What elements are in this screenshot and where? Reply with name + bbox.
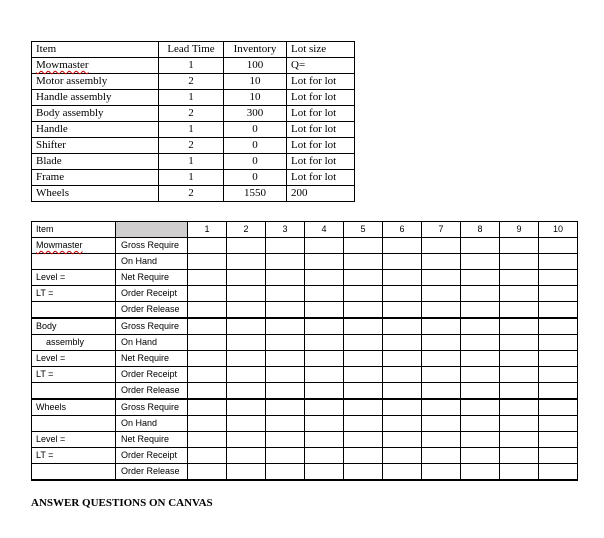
cell-lot-size: Lot for lot (287, 90, 355, 106)
period-header: 8 (461, 222, 500, 238)
period-input-cell[interactable] (305, 367, 344, 383)
period-input-cell[interactable] (539, 238, 578, 254)
grid-row (32, 270, 578, 286)
period-header: 2 (227, 222, 266, 238)
cell-lead-time: 2 (159, 74, 224, 90)
cell-item: Motor assembly (32, 74, 159, 90)
period-input-cell[interactable] (266, 432, 305, 448)
period-input-cell[interactable] (344, 238, 383, 254)
cell-lot-size: Lot for lot (287, 138, 355, 154)
period-input-cell[interactable] (500, 270, 539, 286)
period-header: 10 (539, 222, 578, 238)
cell-lot-size: 200 (287, 186, 355, 202)
table-row (32, 106, 355, 122)
period-input-cell[interactable] (422, 351, 461, 367)
cell-inventory: 0 (224, 138, 287, 154)
period-input-cell[interactable] (305, 254, 344, 270)
footer-instruction: ANSWER QUESTIONS ON CANVAS (31, 497, 213, 509)
row-label: Order Release (116, 464, 188, 481)
period-input-cell[interactable] (227, 416, 266, 432)
period-input-cell[interactable] (500, 318, 539, 335)
header-item: Item (32, 42, 159, 58)
cell-lead-time: 1 (159, 122, 224, 138)
cell-inventory: 0 (224, 154, 287, 170)
period-input-cell[interactable] (383, 416, 422, 432)
period-input-cell[interactable] (266, 238, 305, 254)
period-input-cell[interactable] (344, 270, 383, 286)
period-input-cell[interactable] (305, 432, 344, 448)
period-input-cell[interactable] (305, 302, 344, 319)
table-row (32, 170, 355, 186)
period-input-cell[interactable] (383, 238, 422, 254)
cell-lead-time: 2 (159, 138, 224, 154)
item-level-cell: Level = (32, 432, 116, 448)
period-input-cell[interactable] (344, 383, 383, 400)
period-header: 6 (383, 222, 422, 238)
period-header: 9 (500, 222, 539, 238)
period-input-cell[interactable] (188, 335, 227, 351)
cell-inventory: 1550 (224, 186, 287, 202)
item-empty-cell (32, 383, 116, 400)
period-input-cell[interactable] (266, 464, 305, 481)
period-input-cell[interactable] (305, 286, 344, 302)
period-input-cell[interactable] (539, 464, 578, 481)
mrp-grid (31, 221, 578, 481)
period-input-cell[interactable] (461, 318, 500, 335)
top-table-header-row (32, 42, 355, 58)
period-input-cell[interactable] (266, 254, 305, 270)
period-input-cell[interactable] (227, 270, 266, 286)
grid-row (32, 432, 578, 448)
row-label: Order Receipt (116, 367, 188, 383)
period-header: 5 (344, 222, 383, 238)
table-row (32, 90, 355, 106)
period-input-cell[interactable] (422, 383, 461, 400)
period-input-cell[interactable] (227, 286, 266, 302)
period-input-cell[interactable] (461, 383, 500, 400)
period-input-cell[interactable] (461, 335, 500, 351)
item-lt-cell: LT = (32, 286, 116, 302)
item-lt-cell: LT = (32, 448, 116, 464)
period-input-cell[interactable] (266, 367, 305, 383)
cell-inventory: 10 (224, 90, 287, 106)
period-input-cell[interactable] (188, 399, 227, 416)
row-label: Order Receipt (116, 448, 188, 464)
period-input-cell[interactable] (188, 318, 227, 335)
row-label: Order Release (116, 383, 188, 400)
period-input-cell[interactable] (422, 464, 461, 481)
period-input-cell[interactable] (422, 399, 461, 416)
item-name-cell: Wheels (32, 399, 116, 416)
period-input-cell[interactable] (305, 416, 344, 432)
period-input-cell[interactable] (227, 464, 266, 481)
item-name2-cell (32, 254, 116, 270)
table-row (32, 138, 355, 154)
period-input-cell[interactable] (188, 270, 227, 286)
cell-inventory: 100 (224, 58, 287, 74)
grid-row (32, 416, 578, 432)
period-input-cell[interactable] (539, 254, 578, 270)
period-input-cell[interactable] (422, 238, 461, 254)
period-input-cell[interactable] (539, 399, 578, 416)
period-input-cell[interactable] (383, 270, 422, 286)
period-input-cell[interactable] (344, 448, 383, 464)
period-input-cell[interactable] (539, 448, 578, 464)
period-input-cell[interactable] (383, 399, 422, 416)
period-input-cell[interactable] (227, 238, 266, 254)
cell-lead-time: 1 (159, 170, 224, 186)
period-input-cell[interactable] (227, 318, 266, 335)
period-input-cell[interactable] (461, 464, 500, 481)
period-input-cell[interactable] (500, 286, 539, 302)
period-input-cell[interactable] (422, 416, 461, 432)
period-input-cell[interactable] (227, 335, 266, 351)
period-input-cell[interactable] (383, 254, 422, 270)
period-input-cell[interactable] (305, 238, 344, 254)
period-input-cell[interactable] (539, 416, 578, 432)
period-input-cell[interactable] (539, 335, 578, 351)
period-input-cell[interactable] (422, 367, 461, 383)
period-input-cell[interactable] (188, 351, 227, 367)
table-row (32, 74, 355, 90)
row-label: Gross Require (116, 238, 188, 254)
period-input-cell[interactable] (500, 464, 539, 481)
cell-inventory: 0 (224, 170, 287, 186)
grid-header-item: Item (32, 222, 116, 238)
period-input-cell[interactable] (227, 383, 266, 400)
period-input-cell[interactable] (266, 383, 305, 400)
period-input-cell[interactable] (539, 432, 578, 448)
period-input-cell[interactable] (266, 416, 305, 432)
item-master-table (31, 41, 355, 202)
table-row (32, 122, 355, 138)
period-input-cell[interactable] (227, 448, 266, 464)
period-input-cell[interactable] (266, 270, 305, 286)
item-name-text: Mowmaster (36, 59, 89, 71)
cell-item: Blade (32, 154, 159, 170)
period-input-cell[interactable] (188, 432, 227, 448)
period-input-cell[interactable] (383, 367, 422, 383)
grid-row (32, 383, 578, 400)
period-input-cell[interactable] (539, 351, 578, 367)
cell-inventory: 300 (224, 106, 287, 122)
period-header: 7 (422, 222, 461, 238)
item-name-cell (32, 238, 116, 254)
period-input-cell[interactable] (227, 254, 266, 270)
period-input-cell[interactable] (305, 335, 344, 351)
grid-row (32, 302, 578, 319)
grid-row (32, 238, 578, 254)
period-input-cell[interactable] (500, 238, 539, 254)
period-input-cell[interactable] (500, 432, 539, 448)
period-header: 3 (266, 222, 305, 238)
period-input-cell[interactable] (227, 367, 266, 383)
item-level-cell: Level = (32, 351, 116, 367)
period-input-cell[interactable] (188, 448, 227, 464)
period-input-cell[interactable] (266, 399, 305, 416)
cell-lead-time: 2 (159, 106, 224, 122)
grid-row (32, 399, 578, 416)
cell-lot-size: Lot for lot (287, 106, 355, 122)
cell-lead-time: 2 (159, 186, 224, 202)
period-input-cell[interactable] (227, 399, 266, 416)
period-input-cell[interactable] (500, 383, 539, 400)
item-name2-cell (32, 416, 116, 432)
grid-row (32, 286, 578, 302)
item-empty-cell (32, 302, 116, 319)
row-label: Gross Require (116, 399, 188, 416)
cell-lot-size: Lot for lot (287, 122, 355, 138)
row-label: On Hand (116, 335, 188, 351)
period-input-cell[interactable] (305, 383, 344, 400)
header-lead-time: Lead Time (159, 42, 224, 58)
period-input-cell[interactable] (305, 351, 344, 367)
grid-row (32, 448, 578, 464)
period-input-cell[interactable] (188, 416, 227, 432)
period-input-cell[interactable] (461, 270, 500, 286)
grid-row (32, 254, 578, 270)
period-input-cell[interactable] (422, 318, 461, 335)
cell-item: Body assembly (32, 106, 159, 122)
period-input-cell[interactable] (344, 254, 383, 270)
cell-item (32, 58, 159, 74)
period-header: 4 (305, 222, 344, 238)
period-input-cell[interactable] (461, 286, 500, 302)
period-input-cell[interactable] (344, 464, 383, 481)
period-input-cell[interactable] (422, 432, 461, 448)
period-input-cell[interactable] (344, 367, 383, 383)
period-input-cell[interactable] (188, 464, 227, 481)
period-input-cell[interactable] (344, 302, 383, 319)
period-input-cell[interactable] (500, 351, 539, 367)
period-input-cell[interactable] (344, 351, 383, 367)
header-inventory: Inventory (224, 42, 287, 58)
period-input-cell[interactable] (383, 351, 422, 367)
row-label: Order Receipt (116, 286, 188, 302)
period-input-cell[interactable] (344, 335, 383, 351)
period-input-cell[interactable] (539, 302, 578, 319)
cell-inventory: 0 (224, 122, 287, 138)
cell-item: Frame (32, 170, 159, 186)
period-input-cell[interactable] (188, 238, 227, 254)
period-input-cell[interactable] (227, 302, 266, 319)
row-label: Net Require (116, 351, 188, 367)
table-row (32, 186, 355, 202)
row-label: On Hand (116, 416, 188, 432)
grid-row (32, 335, 578, 351)
period-input-cell[interactable] (305, 464, 344, 481)
period-input-cell[interactable] (344, 318, 383, 335)
period-input-cell[interactable] (539, 270, 578, 286)
period-input-cell[interactable] (344, 432, 383, 448)
row-label: Net Require (116, 432, 188, 448)
cell-lot-size: Lot for lot (287, 74, 355, 90)
period-input-cell[interactable] (188, 254, 227, 270)
period-input-cell[interactable] (461, 238, 500, 254)
cell-lot-size: Q= (287, 58, 355, 74)
period-input-cell[interactable] (383, 335, 422, 351)
period-input-cell[interactable] (500, 367, 539, 383)
cell-item: Handle (32, 122, 159, 138)
period-input-cell[interactable] (266, 302, 305, 319)
cell-lot-size: Lot for lot (287, 170, 355, 186)
period-input-cell[interactable] (461, 302, 500, 319)
item-lt-cell: LT = (32, 367, 116, 383)
period-input-cell[interactable] (500, 254, 539, 270)
period-input-cell[interactable] (422, 254, 461, 270)
period-input-cell[interactable] (383, 383, 422, 400)
item-level-cell: Level = (32, 270, 116, 286)
period-input-cell[interactable] (500, 416, 539, 432)
table-row (32, 58, 355, 74)
item-name-cell: Body (32, 318, 116, 335)
period-input-cell[interactable] (188, 383, 227, 400)
period-input-cell[interactable] (188, 367, 227, 383)
grid-header-row (32, 222, 578, 238)
grid-header-shaded-cell (116, 222, 188, 238)
period-input-cell[interactable] (383, 286, 422, 302)
grid-row (32, 318, 578, 335)
row-label: Net Require (116, 270, 188, 286)
row-label: Gross Require (116, 318, 188, 335)
cell-lead-time: 1 (159, 90, 224, 106)
period-input-cell[interactable] (305, 399, 344, 416)
grid-row (32, 367, 578, 383)
period-input-cell[interactable] (539, 286, 578, 302)
period-input-cell[interactable] (188, 302, 227, 319)
header-lot-size: Lot size (287, 42, 355, 58)
period-input-cell[interactable] (227, 432, 266, 448)
period-input-cell[interactable] (266, 335, 305, 351)
period-input-cell[interactable] (500, 399, 539, 416)
period-input-cell[interactable] (461, 448, 500, 464)
period-input-cell[interactable] (461, 399, 500, 416)
period-input-cell[interactable] (500, 302, 539, 319)
period-input-cell[interactable] (344, 399, 383, 416)
period-input-cell[interactable] (539, 367, 578, 383)
period-input-cell[interactable] (383, 302, 422, 319)
period-input-cell[interactable] (422, 448, 461, 464)
period-input-cell[interactable] (227, 351, 266, 367)
cell-item: Handle assembly (32, 90, 159, 106)
period-input-cell[interactable] (422, 286, 461, 302)
cell-lead-time: 1 (159, 58, 224, 74)
period-input-cell[interactable] (383, 318, 422, 335)
period-input-cell[interactable] (266, 448, 305, 464)
period-input-cell[interactable] (383, 464, 422, 481)
cell-item: Shifter (32, 138, 159, 154)
table-row (32, 154, 355, 170)
period-input-cell[interactable] (461, 416, 500, 432)
period-input-cell[interactable] (188, 286, 227, 302)
period-input-cell[interactable] (383, 448, 422, 464)
period-input-cell[interactable] (266, 286, 305, 302)
period-input-cell[interactable] (383, 432, 422, 448)
item-name-text: Mowmaster (36, 240, 83, 250)
item-name2-cell: assembly (32, 335, 116, 351)
cell-lead-time: 1 (159, 154, 224, 170)
period-input-cell[interactable] (539, 318, 578, 335)
period-input-cell[interactable] (500, 448, 539, 464)
row-label: On Hand (116, 254, 188, 270)
cell-lot-size: Lot for lot (287, 154, 355, 170)
period-input-cell[interactable] (539, 383, 578, 400)
period-input-cell[interactable] (266, 351, 305, 367)
item-empty-cell (32, 464, 116, 481)
period-input-cell[interactable] (305, 448, 344, 464)
period-input-cell[interactable] (461, 254, 500, 270)
period-header: 1 (188, 222, 227, 238)
period-input-cell[interactable] (422, 270, 461, 286)
period-input-cell[interactable] (461, 432, 500, 448)
period-input-cell[interactable] (461, 351, 500, 367)
period-input-cell[interactable] (461, 367, 500, 383)
period-input-cell[interactable] (422, 302, 461, 319)
period-input-cell[interactable] (305, 318, 344, 335)
period-input-cell[interactable] (344, 416, 383, 432)
grid-row (32, 351, 578, 367)
period-input-cell[interactable] (266, 318, 305, 335)
row-label: Order Release (116, 302, 188, 319)
period-input-cell[interactable] (305, 270, 344, 286)
period-input-cell[interactable] (422, 335, 461, 351)
cell-inventory: 10 (224, 74, 287, 90)
cell-item: Wheels (32, 186, 159, 202)
period-input-cell[interactable] (344, 286, 383, 302)
period-input-cell[interactable] (500, 335, 539, 351)
grid-row (32, 464, 578, 481)
